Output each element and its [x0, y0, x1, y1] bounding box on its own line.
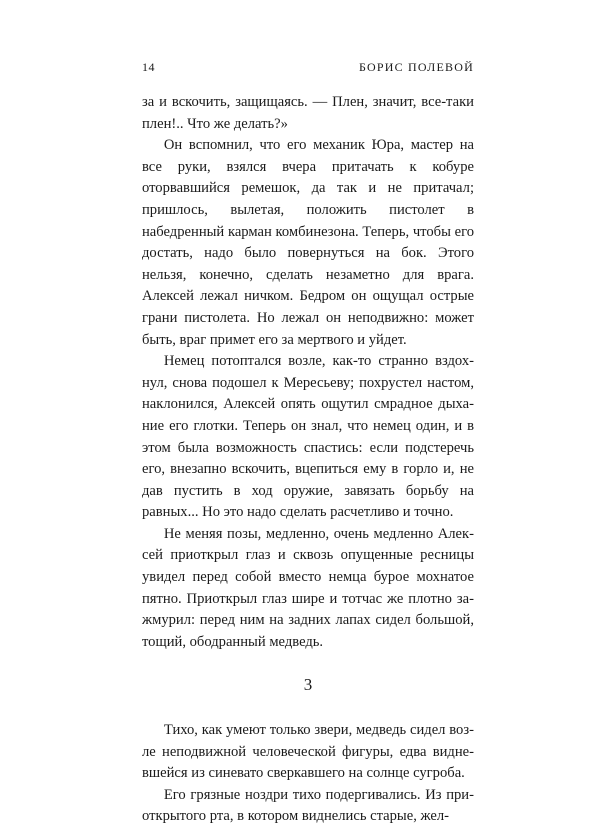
running-head-author: БОРИС ПОЛЕВОЙ	[359, 60, 474, 74]
page-number: 14	[142, 60, 155, 74]
paragraph-pistol: Он вспомнил, что его механик Юра, мастер на все руки, взялся вчера притачать к кобуре оторвавшийся ремешок, да так и не притачал; пришлось, вылетая, положить пистолет в набедренный карман комбинезона. Теперь, чтобы его достать, надо было повернуться на бок. Этого нельзя, конечно, сделать незаметно для врага. Алексей лежал ничком. Бедром он ощущал острые грани пистолета. Но лежал он неподвижно: может быть, враг примет его за мертвого и уйдет.	[142, 137, 474, 348]
paragraph-bear-sitting: Тихо, как умеют только звери, медведь сидел возле неподвижной человеческой фигуры, едва видневшейся из синевато сверкавшего на солнце сугроба.	[142, 722, 474, 782]
page-header	[142, 60, 474, 76]
chapter-number: 3	[303, 675, 313, 695]
paragraph-bear-revealed: Не меняя позы, медленно, очень медленно Алексей приоткрыл глаз и сквозь опущенные ресницы увидел перед собой вместо немца бурое мохнатое пятно. Приоткрыл глаз шире и тотчас же плотно зажмурил: перед ним на задних лапах сидел большой, тощий, ободранный медведь.	[142, 525, 474, 650]
paragraph-bear-nostrils: Его грязные ноздри тихо подергивались. Из приоткрытого рта, в котором виднелись старые, жел-	[142, 786, 474, 825]
paragraph-continuation: за и вскочить, защищаясь. — Плен, значит, все-таки плен!.. Что же делать?»	[142, 94, 474, 132]
page-body	[142, 92, 474, 828]
paragraph-german: Немец потоптался возле, как-то странно вздохнул, снова подошел к Мересьеву; похрустел настом, наклонился, Алексей опять ощутил смрадное дыхание его глотки. Теперь он знал, что немец один, и в этом была возможность спастись: если подстеречь его, внезапно вскочить, вцепиться ему в горло и, не дав пустить в ход оружие, завязать борьбу на равных... Но это надо сделать расчетливо и точно.	[142, 353, 474, 521]
